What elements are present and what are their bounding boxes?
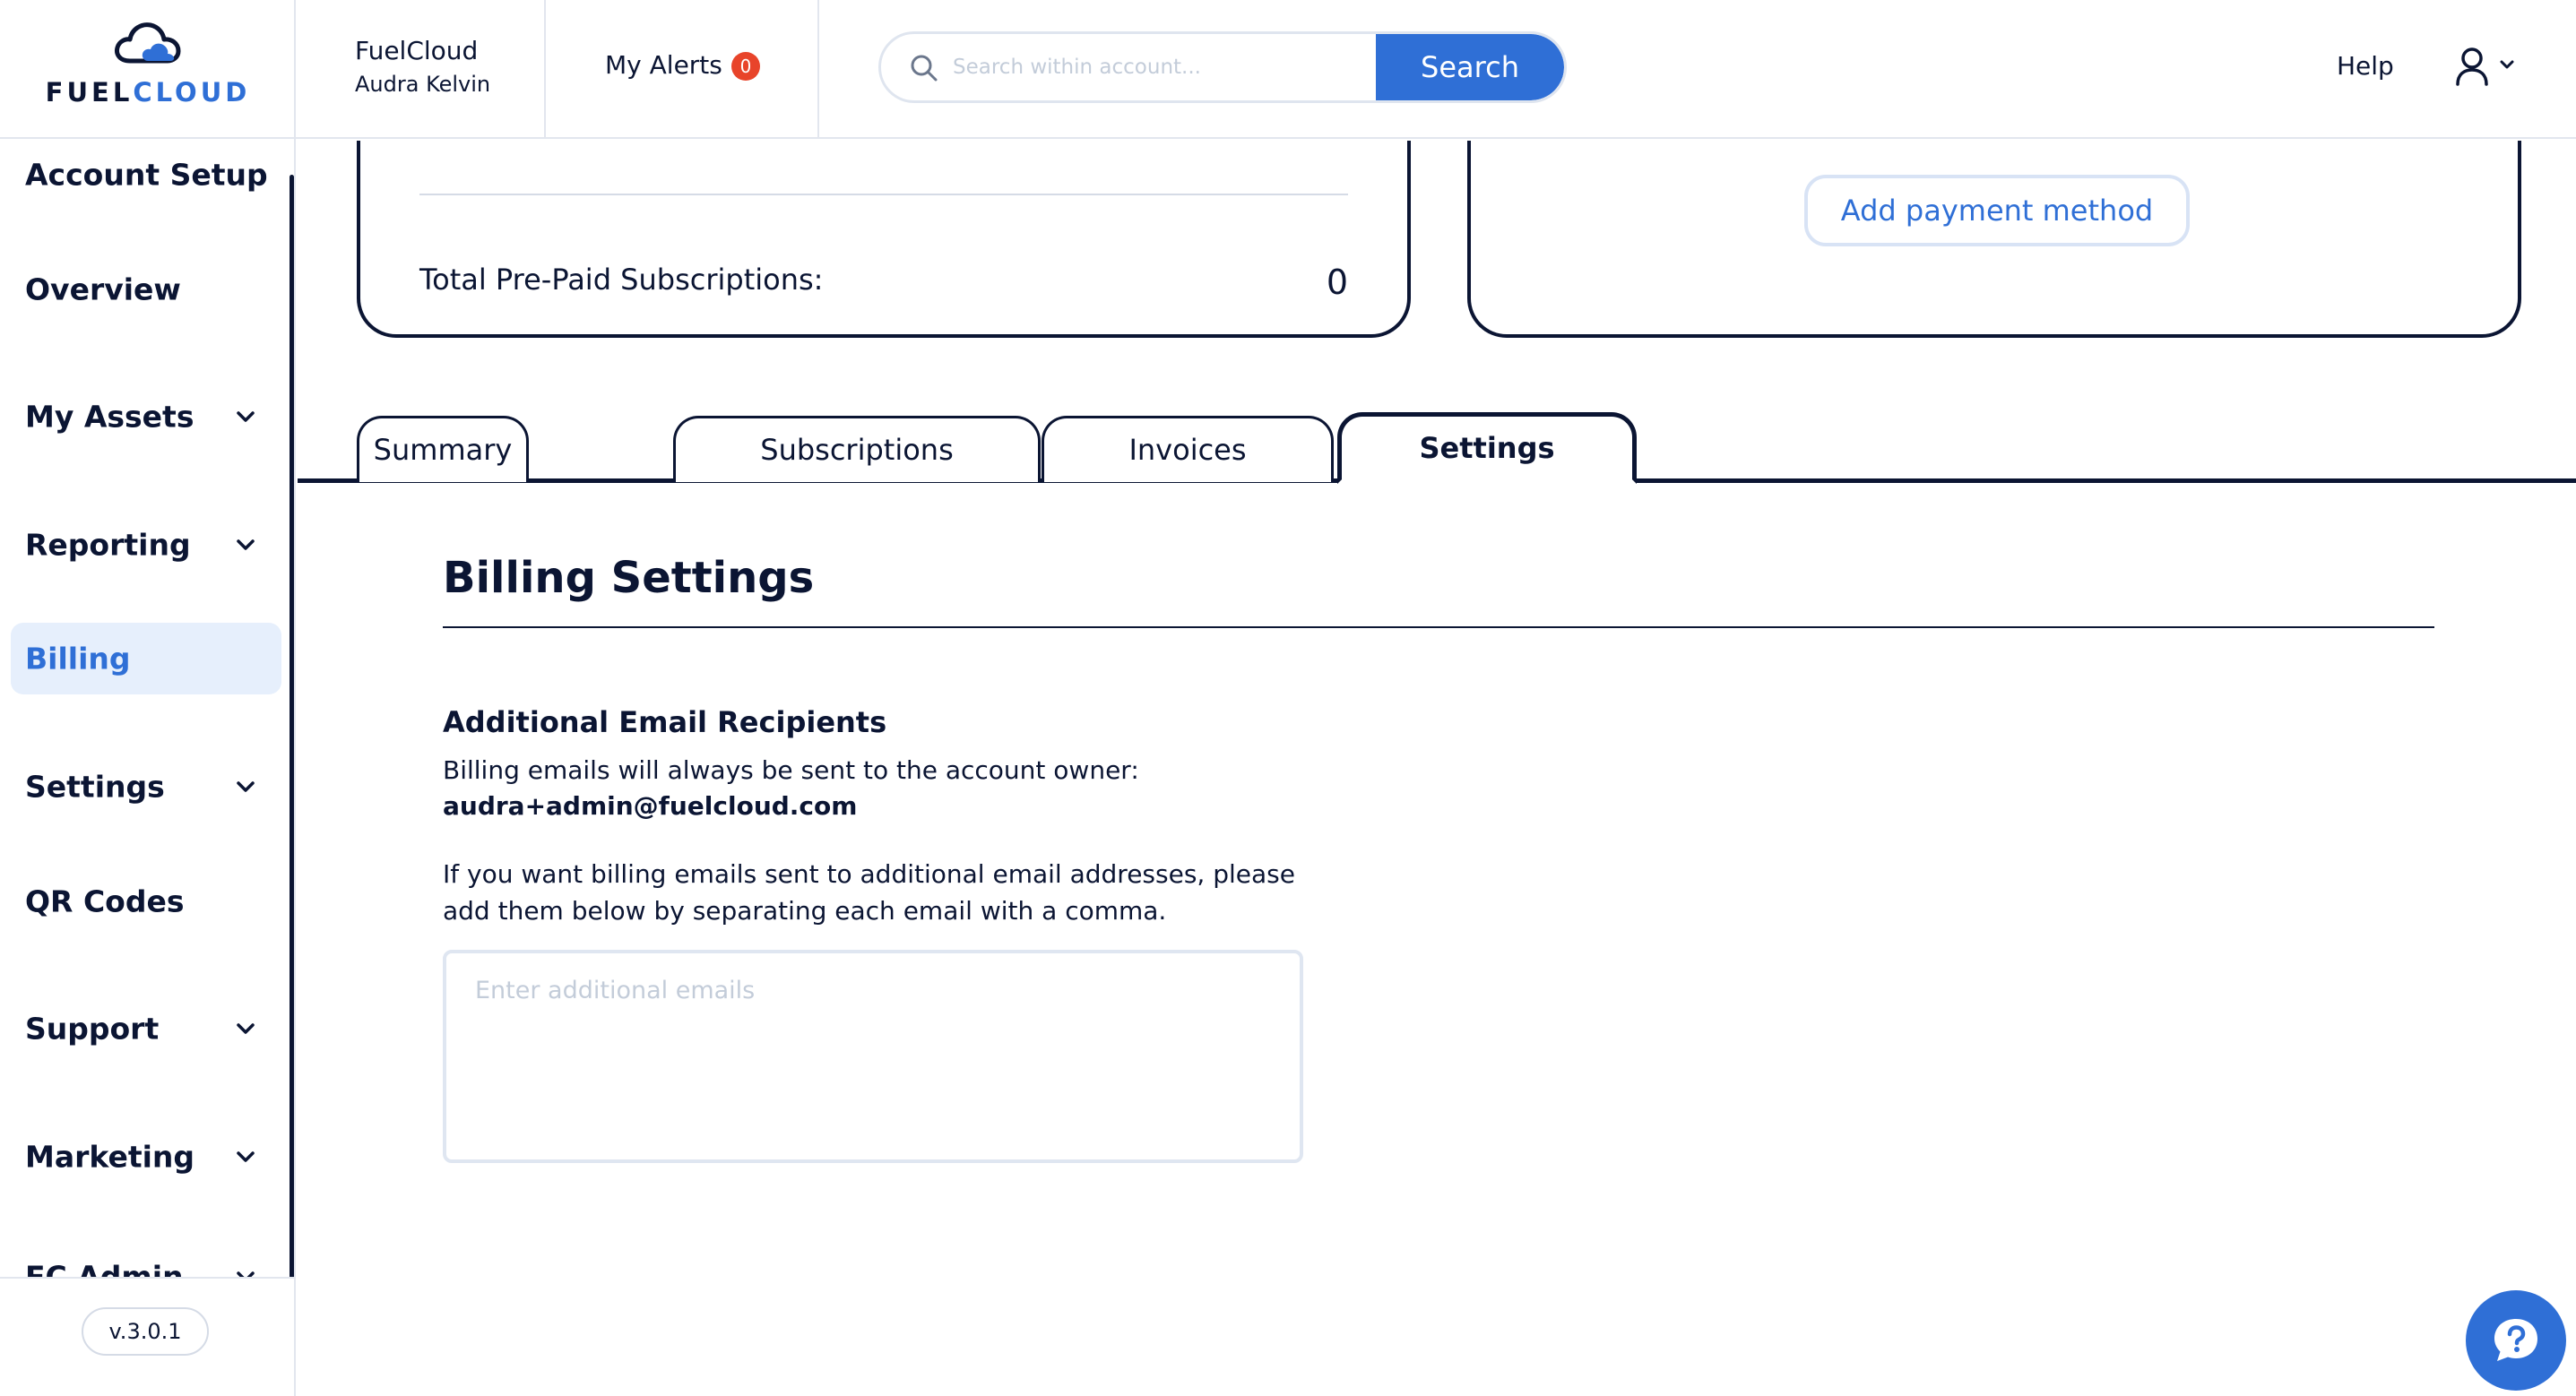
sidebar-item-label: QR Codes [25, 883, 185, 919]
version-badge: v.3.0.1 [82, 1307, 209, 1356]
sidebar-item-label: Account Setup [25, 157, 268, 193]
account-switcher[interactable] [296, 0, 546, 137]
sidebar-footer [0, 1277, 294, 1396]
additional-emails-input[interactable] [443, 950, 1303, 1163]
summary-row-divider [419, 163, 1348, 195]
main-content [298, 141, 2576, 1396]
logo-wordmark: FUELCLOUD [45, 77, 251, 108]
sidebar-item-billing[interactable] [11, 623, 281, 694]
cloud-logo-icon [112, 20, 184, 66]
title-divider [443, 626, 2434, 628]
tab-summary[interactable]: Summary [357, 416, 529, 482]
owner-text: Billing emails will always be sent to the account owner: [443, 755, 1139, 785]
sidebar-item-account-setup[interactable] [11, 139, 281, 211]
sidebar-item-qr-codes[interactable] [11, 866, 281, 937]
sidebar-scrollbar[interactable] [290, 175, 294, 1356]
sidebar-item-label: Settings [25, 769, 165, 805]
payment-method-card [1467, 141, 2521, 338]
prepaid-subscriptions-value: 0 [1326, 263, 1348, 302]
search-icon [910, 54, 938, 82]
tab-invoices[interactable]: Invoices [1042, 416, 1334, 482]
tab-settings[interactable]: Settings [1337, 412, 1637, 484]
account-name: FuelCloud [355, 36, 479, 65]
chevron-down-icon [2499, 59, 2515, 70]
prepaid-subscriptions-label: Total Pre-Paid Subscriptions: [419, 263, 824, 297]
fuelcloud-logo[interactable] [0, 0, 296, 137]
instructions-text: If you want billing emails sent to additional email addresses, please add them below by separating each email with a comma. [443, 859, 1295, 926]
sidebar-item-settings[interactable] [11, 751, 281, 823]
section-title: Additional Email Recipients [443, 705, 887, 739]
owner-email: audra+admin@fuelcloud.com [443, 791, 858, 821]
page-title: Billing Settings [443, 553, 815, 603]
user-icon [2454, 47, 2490, 86]
sidebar-nav [0, 139, 296, 1396]
sidebar-item-support[interactable] [11, 993, 281, 1064]
sidebar-item-label: Marketing [25, 1139, 195, 1175]
top-header [0, 0, 2576, 139]
chevron-down-icon [235, 409, 256, 424]
sidebar-item-label: Support [25, 1011, 160, 1047]
chevron-down-icon [235, 1150, 256, 1164]
sidebar-item-marketing[interactable] [11, 1121, 281, 1193]
help-chat-icon [2489, 1314, 2543, 1367]
sidebar-item-label: My Assets [25, 399, 194, 435]
account-user: Audra Kelvin [355, 72, 491, 97]
sidebar-item-overview[interactable] [11, 254, 281, 325]
alerts-label: My Alerts [605, 50, 722, 80]
search-bar [878, 31, 1567, 103]
sidebar-item-label: Billing [25, 641, 131, 676]
help-link[interactable]: Help [2337, 51, 2394, 81]
sidebar-item-my-assets[interactable] [11, 381, 281, 452]
tab-subscriptions[interactable]: Subscriptions [673, 416, 1041, 482]
user-menu[interactable] [2454, 47, 2526, 88]
billing-tabs [298, 394, 2576, 484]
chevron-down-icon [235, 780, 256, 794]
chevron-down-icon [235, 1021, 256, 1036]
subscriptions-summary-card [357, 141, 1411, 338]
chevron-down-icon [235, 538, 256, 552]
sidebar-item-label: Reporting [25, 527, 191, 563]
search-button[interactable]: Search [1376, 34, 1564, 100]
help-chat-button[interactable] [2466, 1290, 2566, 1391]
add-payment-method-button[interactable]: Add payment method [1804, 175, 2190, 246]
alerts-count-badge: 0 [731, 52, 760, 81]
sidebar-item-reporting[interactable] [11, 509, 281, 581]
sidebar-item-label: Overview [25, 271, 181, 307]
my-alerts-button[interactable] [546, 0, 819, 137]
search-input[interactable] [953, 34, 1365, 100]
